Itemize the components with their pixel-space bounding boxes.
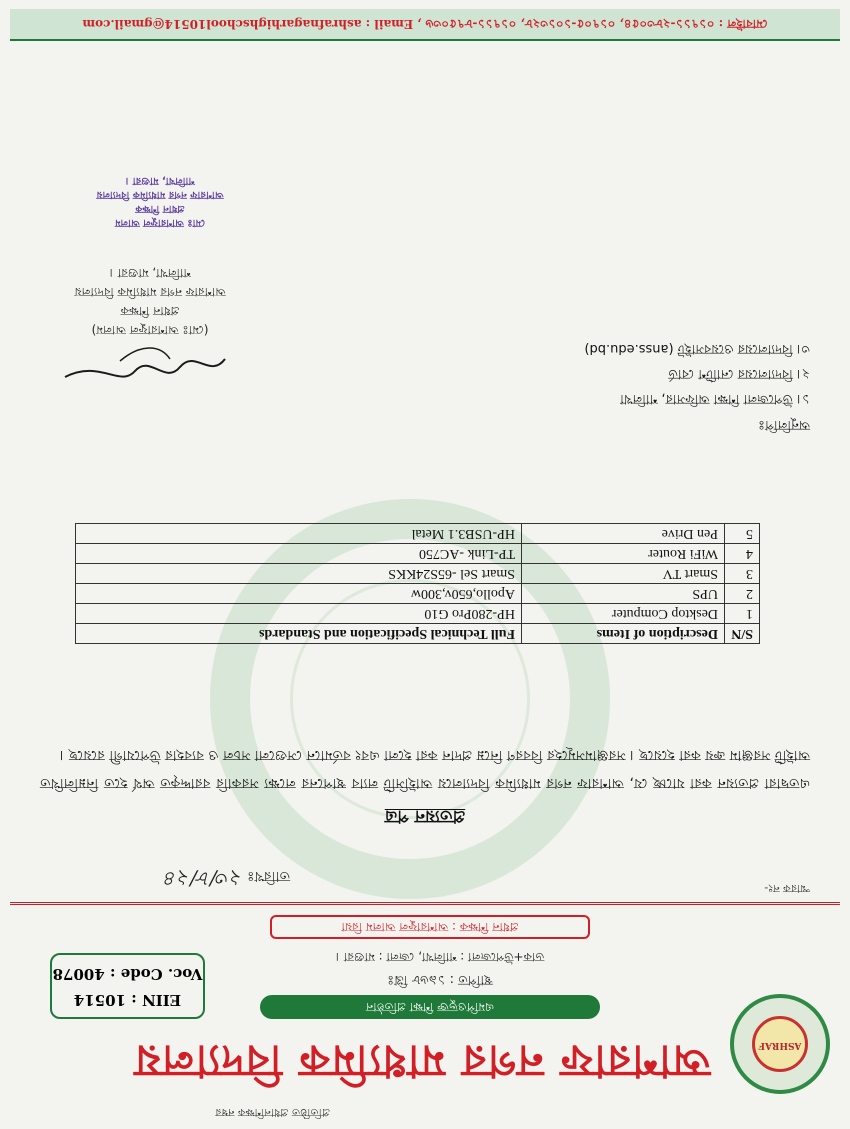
table-cell: Smart TV (522, 564, 725, 584)
table-cell: WiFi Router (522, 544, 725, 564)
eiin-number: EIIN : 10514 (73, 991, 182, 1009)
school-name: আশরাফ নগর মাধ্যমিক বিদ্যালয় (133, 1035, 710, 1086)
list-item: ৩। বিদ্যালয়ের ওয়েবসাইট (anss.edu.bd) (584, 341, 810, 356)
list-item: ১। উপজেলা শিক্ষা অফিসার, শালিখা (620, 391, 810, 406)
seal-line: শালিখা, মাগুরা । (125, 175, 195, 186)
column-header: Description of Items (522, 624, 725, 644)
seal-line: আশরাফ নগর মাধ্যমিক বিদ্যালয় (96, 189, 224, 200)
list-item: ২। বিদ্যালয়ের নোটিশ বোর্ড (668, 366, 810, 381)
signer-designation: প্রধান শিক্ষক (120, 304, 180, 318)
table-cell: 4 (725, 544, 760, 564)
signer-school: আশরাফ নগর মাধ্যমিক বিদ্যালয় (74, 285, 226, 299)
school-address: ডাক+উপজেলা : শালিখা, জেলা : মাগুরা । (335, 950, 545, 964)
date-line (50, 860, 290, 893)
memo-number-label: স্মারক নং- (764, 882, 810, 895)
table-row (76, 524, 760, 544)
seal-line: প্রধান শিক্ষক (135, 203, 185, 214)
column-header: S/N (725, 624, 760, 644)
signer-block (40, 263, 260, 339)
table-cell: Smart Sel -65S24KKS (76, 564, 522, 584)
head-teacher-badge: প্রধান শিক্ষক : আশরাফুল আলম রিয়া (270, 915, 590, 939)
table-cell: Desktop Computer (522, 604, 725, 624)
table-cell: HP-280Pro G10 (76, 604, 522, 624)
date-label: তারিখঃ (247, 868, 290, 884)
body-paragraph: এতদ্বারা প্রত্যয়ন করা যাচ্ছে যে, আশরাফ নগর মাধ্যমিক বিদ্যালয়ে আইসিটি ল্যাব স্থাপনের লক্ষ্যে সরকারি বরাদ্দকৃত অর্থ হতে নিম্নলিখিত আইটি সরঞ্জাম ক্রয় করা হয়েছে । সরঞ্জামসমূহের বিবরণ নিম্নে প্রদান করা হলো এবং বর্তমানে সেগুলো সচল ও ব্যবহার উপযোগী রয়েছে । (40, 747, 810, 791)
signature-mark (60, 339, 230, 389)
copies-list (390, 336, 810, 411)
established-year: স্থাপিত : ১৯৬৮ খ্রিঃ (387, 972, 493, 987)
table-cell: 1 (725, 604, 760, 624)
column-header: Full Technical Specification and Standards (76, 624, 522, 644)
school-logo (730, 994, 830, 1094)
table-cell: HP-USB3.1 Metal (76, 524, 522, 544)
table-cell: 3 (725, 564, 760, 584)
table-row (76, 584, 760, 604)
logo-text: ASHRAF (758, 1040, 802, 1050)
table-row (76, 544, 760, 564)
table-row (76, 564, 760, 584)
tagline-badge: এমপিওভুক্ত শিক্ষা প্রতিষ্ঠান (260, 995, 600, 1019)
date-value: ২৩/৮/২৪ (164, 867, 243, 891)
signer-name: (মোঃ আশরাফুল আলম) (91, 323, 209, 337)
header-divider (10, 902, 840, 905)
voc-code: Voc. Code : 40078 (52, 965, 203, 983)
signer-location: শালিখা, মাগুরা । (109, 266, 191, 280)
contact-footer: মোবাইল : ০১৭১১-২৮৩০৫৪, ০১৭০৫-১০১৩২৮, ০১৭১১-৮৭৫০৩৬ , Email : ashrafnagarhighschool10514@gmail.com (10, 9, 840, 41)
copies-heading: অনুলিপিঃ (758, 417, 810, 432)
table-header-row (76, 624, 760, 644)
seal-line: মোঃ আশরাফুল আলম (114, 217, 206, 228)
table-cell: 5 (725, 524, 760, 544)
table-cell: Pen Drive (522, 524, 725, 544)
document-title: প্রত্যয়ন পত্র (384, 806, 466, 826)
code-box (50, 953, 205, 1019)
table-cell: 2 (725, 584, 760, 604)
table-cell: Apollo,650v,300w (76, 584, 522, 604)
table-cell: TP-Link -AC750 (76, 544, 522, 564)
official-seal (40, 173, 280, 229)
table-row (76, 604, 760, 624)
letterhead-top-line: প্রতিষ্ঠিত প্রধানশিক্ষক নম্বর (215, 1106, 330, 1119)
table-cell: UPS (522, 584, 725, 604)
items-table (75, 523, 760, 644)
